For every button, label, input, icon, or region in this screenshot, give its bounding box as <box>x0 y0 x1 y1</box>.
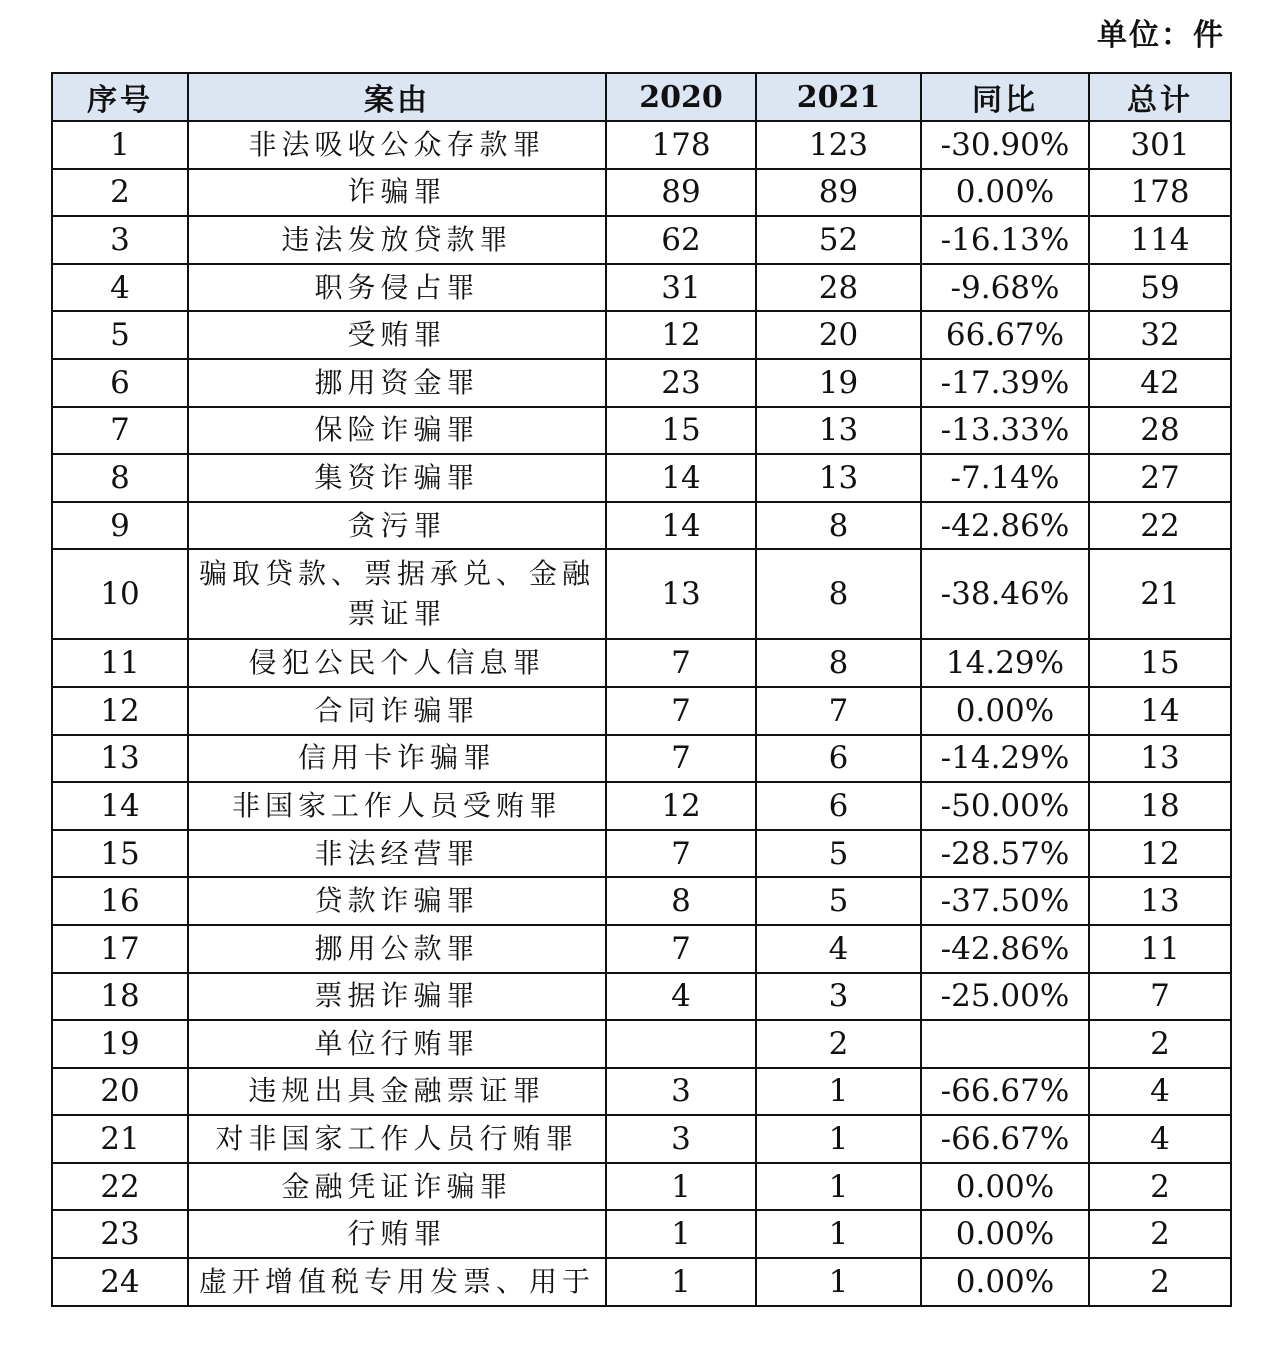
cell-index: 21 <box>52 1115 188 1163</box>
cell-case: 违规出具金融票证罪 <box>188 1068 606 1116</box>
cell-yoy: -9.68% <box>921 264 1089 312</box>
cell-index: 17 <box>52 925 188 973</box>
cell-case: 保险诈骗罪 <box>188 407 606 455</box>
cell-total: 2 <box>1089 1258 1231 1306</box>
cell-case: 信用卡诈骗罪 <box>188 735 606 783</box>
cell-yoy: -38.46% <box>921 549 1089 639</box>
cell-total: 18 <box>1089 782 1231 830</box>
cell-case: 职务侵占罪 <box>188 264 606 312</box>
cell-2021: 52 <box>756 216 921 264</box>
cell-total: 301 <box>1089 121 1231 169</box>
cell-2020: 3 <box>606 1115 756 1163</box>
cell-2020: 12 <box>606 311 756 359</box>
cell-yoy: -17.39% <box>921 359 1089 407</box>
cell-total: 59 <box>1089 264 1231 312</box>
cell-2020: 1 <box>606 1258 756 1306</box>
cell-total: 2 <box>1089 1020 1231 1068</box>
cell-2021: 8 <box>756 502 921 550</box>
cell-yoy: -42.86% <box>921 502 1089 550</box>
cell-2020: 3 <box>606 1068 756 1116</box>
cell-2020: 1 <box>606 1163 756 1211</box>
cell-2021: 19 <box>756 359 921 407</box>
cell-index: 12 <box>52 687 188 735</box>
table-row <box>52 311 1231 359</box>
table-row <box>52 1258 1231 1306</box>
cell-case: 贷款诈骗罪 <box>188 877 606 925</box>
header-row <box>52 73 1231 121</box>
cell-yoy: -66.67% <box>921 1068 1089 1116</box>
cell-case: 虚开增值税专用发票、用于 <box>188 1258 606 1306</box>
cell-case: 非国家工作人员受贿罪 <box>188 782 606 830</box>
cell-case: 行贿罪 <box>188 1210 606 1258</box>
cell-index: 19 <box>52 1020 188 1068</box>
cell-index: 5 <box>52 311 188 359</box>
cell-2021: 6 <box>756 735 921 783</box>
cell-2020: 178 <box>606 121 756 169</box>
cell-case: 诈骗罪 <box>188 169 606 217</box>
cell-2021: 2 <box>756 1020 921 1068</box>
cell-index: 16 <box>52 877 188 925</box>
cell-2021: 1 <box>756 1068 921 1116</box>
cell-2020: 7 <box>606 687 756 735</box>
cell-2021: 6 <box>756 782 921 830</box>
cell-total: 14 <box>1089 687 1231 735</box>
cell-total: 13 <box>1089 735 1231 783</box>
cell-2021: 1 <box>756 1258 921 1306</box>
cell-2020: 4 <box>606 973 756 1021</box>
cell-total: 2 <box>1089 1163 1231 1211</box>
cell-case: 非法吸收公众存款罪 <box>188 121 606 169</box>
cell-total: 12 <box>1089 830 1231 878</box>
cell-index: 3 <box>52 216 188 264</box>
cell-index: 14 <box>52 782 188 830</box>
cell-2020: 89 <box>606 169 756 217</box>
cell-case: 受贿罪 <box>188 311 606 359</box>
cell-2021: 4 <box>756 925 921 973</box>
cell-yoy: -42.86% <box>921 925 1089 973</box>
table-row <box>52 1020 1231 1068</box>
cell-2021: 5 <box>756 830 921 878</box>
unit-label: 单位：件 <box>1097 18 1225 53</box>
cell-2020: 14 <box>606 502 756 550</box>
cell-2021: 5 <box>756 877 921 925</box>
cell-total: 42 <box>1089 359 1231 407</box>
cell-total: 7 <box>1089 973 1231 1021</box>
cell-total: 114 <box>1089 216 1231 264</box>
cell-yoy: -30.90% <box>921 121 1089 169</box>
table-body <box>52 121 1231 1306</box>
cell-yoy: 0.00% <box>921 1163 1089 1211</box>
crime-statistics-table <box>51 72 1232 1307</box>
cell-2021: 123 <box>756 121 921 169</box>
cell-index: 7 <box>52 407 188 455</box>
cell-yoy <box>921 1020 1089 1068</box>
header-case: 案由 <box>188 73 606 121</box>
cell-index: 8 <box>52 454 188 502</box>
cell-index: 10 <box>52 549 188 639</box>
cell-total: 28 <box>1089 407 1231 455</box>
cell-total: 32 <box>1089 311 1231 359</box>
table-row <box>52 359 1231 407</box>
cell-2020: 12 <box>606 782 756 830</box>
cell-index: 1 <box>52 121 188 169</box>
cell-yoy: -66.67% <box>921 1115 1089 1163</box>
cell-2020: 23 <box>606 359 756 407</box>
cell-2021: 1 <box>756 1115 921 1163</box>
cell-yoy: 0.00% <box>921 687 1089 735</box>
cell-total: 27 <box>1089 454 1231 502</box>
cell-2021: 8 <box>756 549 921 639</box>
header-yoy: 同比 <box>921 73 1089 121</box>
cell-2021: 89 <box>756 169 921 217</box>
table-row <box>52 121 1231 169</box>
cell-total: 4 <box>1089 1115 1231 1163</box>
cell-yoy: 14.29% <box>921 639 1089 687</box>
cell-total: 15 <box>1089 639 1231 687</box>
cell-index: 23 <box>52 1210 188 1258</box>
cell-case: 金融凭证诈骗罪 <box>188 1163 606 1211</box>
cell-index: 15 <box>52 830 188 878</box>
cell-index: 18 <box>52 973 188 1021</box>
cell-index: 20 <box>52 1068 188 1116</box>
cell-2020: 7 <box>606 735 756 783</box>
cell-case: 贪污罪 <box>188 502 606 550</box>
cell-index: 22 <box>52 1163 188 1211</box>
cell-yoy: -13.33% <box>921 407 1089 455</box>
cell-index: 13 <box>52 735 188 783</box>
cell-case: 挪用资金罪 <box>188 359 606 407</box>
cell-2021: 8 <box>756 639 921 687</box>
table-row <box>52 830 1231 878</box>
table-row <box>52 687 1231 735</box>
cell-yoy: 0.00% <box>921 169 1089 217</box>
cell-index: 11 <box>52 639 188 687</box>
header-index: 序号 <box>52 73 188 121</box>
cell-index: 24 <box>52 1258 188 1306</box>
cell-2020: 7 <box>606 639 756 687</box>
table-row <box>52 1210 1231 1258</box>
cell-total: 2 <box>1089 1210 1231 1258</box>
cell-yoy: -28.57% <box>921 830 1089 878</box>
cell-yoy: -7.14% <box>921 454 1089 502</box>
cell-2021: 13 <box>756 454 921 502</box>
cell-yoy: 0.00% <box>921 1210 1089 1258</box>
cell-2020: 14 <box>606 454 756 502</box>
table-row <box>52 169 1231 217</box>
table-row <box>52 925 1231 973</box>
table-row <box>52 782 1231 830</box>
cell-case: 侵犯公民个人信息罪 <box>188 639 606 687</box>
cell-case: 票据诈骗罪 <box>188 973 606 1021</box>
cell-total: 21 <box>1089 549 1231 639</box>
cell-2020: 15 <box>606 407 756 455</box>
cell-total: 4 <box>1089 1068 1231 1116</box>
cell-yoy: 66.67% <box>921 311 1089 359</box>
cell-case: 集资诈骗罪 <box>188 454 606 502</box>
cell-index: 4 <box>52 264 188 312</box>
table-row <box>52 264 1231 312</box>
table-row <box>52 735 1231 783</box>
cell-yoy: 0.00% <box>921 1258 1089 1306</box>
table-row <box>52 549 1231 639</box>
cell-yoy: -14.29% <box>921 735 1089 783</box>
cell-case: 挪用公款罪 <box>188 925 606 973</box>
table-row <box>52 877 1231 925</box>
cell-2020: 7 <box>606 830 756 878</box>
cell-yoy: -16.13% <box>921 216 1089 264</box>
table-row <box>52 407 1231 455</box>
cell-2020 <box>606 1020 756 1068</box>
table-row <box>52 454 1231 502</box>
cell-total: 22 <box>1089 502 1231 550</box>
cell-2021: 1 <box>756 1163 921 1211</box>
table-header <box>52 73 1231 121</box>
cell-case: 违法发放贷款罪 <box>188 216 606 264</box>
cell-yoy: -25.00% <box>921 973 1089 1021</box>
cell-case: 单位行贿罪 <box>188 1020 606 1068</box>
cell-2020: 62 <box>606 216 756 264</box>
cell-2021: 13 <box>756 407 921 455</box>
table-row <box>52 502 1231 550</box>
header-total: 总计 <box>1089 73 1231 121</box>
cell-2020: 31 <box>606 264 756 312</box>
cell-yoy: -50.00% <box>921 782 1089 830</box>
cell-2021: 3 <box>756 973 921 1021</box>
table-row <box>52 973 1231 1021</box>
table-row <box>52 639 1231 687</box>
cell-2020: 7 <box>606 925 756 973</box>
table-row <box>52 1068 1231 1116</box>
cell-2020: 8 <box>606 877 756 925</box>
table-row <box>52 1115 1231 1163</box>
cell-2021: 7 <box>756 687 921 735</box>
cell-total: 11 <box>1089 925 1231 973</box>
cell-index: 6 <box>52 359 188 407</box>
header-year-2021: 2021 <box>756 73 921 121</box>
cell-2020: 1 <box>606 1210 756 1258</box>
cell-case: 非法经营罪 <box>188 830 606 878</box>
table-row <box>52 216 1231 264</box>
cell-2020: 13 <box>606 549 756 639</box>
cell-total: 13 <box>1089 877 1231 925</box>
cell-case: 合同诈骗罪 <box>188 687 606 735</box>
cell-2021: 20 <box>756 311 921 359</box>
cell-index: 2 <box>52 169 188 217</box>
cell-yoy: -37.50% <box>921 877 1089 925</box>
cell-2021: 1 <box>756 1210 921 1258</box>
cell-total: 178 <box>1089 169 1231 217</box>
table-row <box>52 1163 1231 1211</box>
header-year-2020: 2020 <box>606 73 756 121</box>
cell-case: 对非国家工作人员行贿罪 <box>188 1115 606 1163</box>
cell-index: 9 <box>52 502 188 550</box>
cell-case: 骗取贷款、票据承兑、金融票证罪 <box>188 549 606 639</box>
cell-2021: 28 <box>756 264 921 312</box>
